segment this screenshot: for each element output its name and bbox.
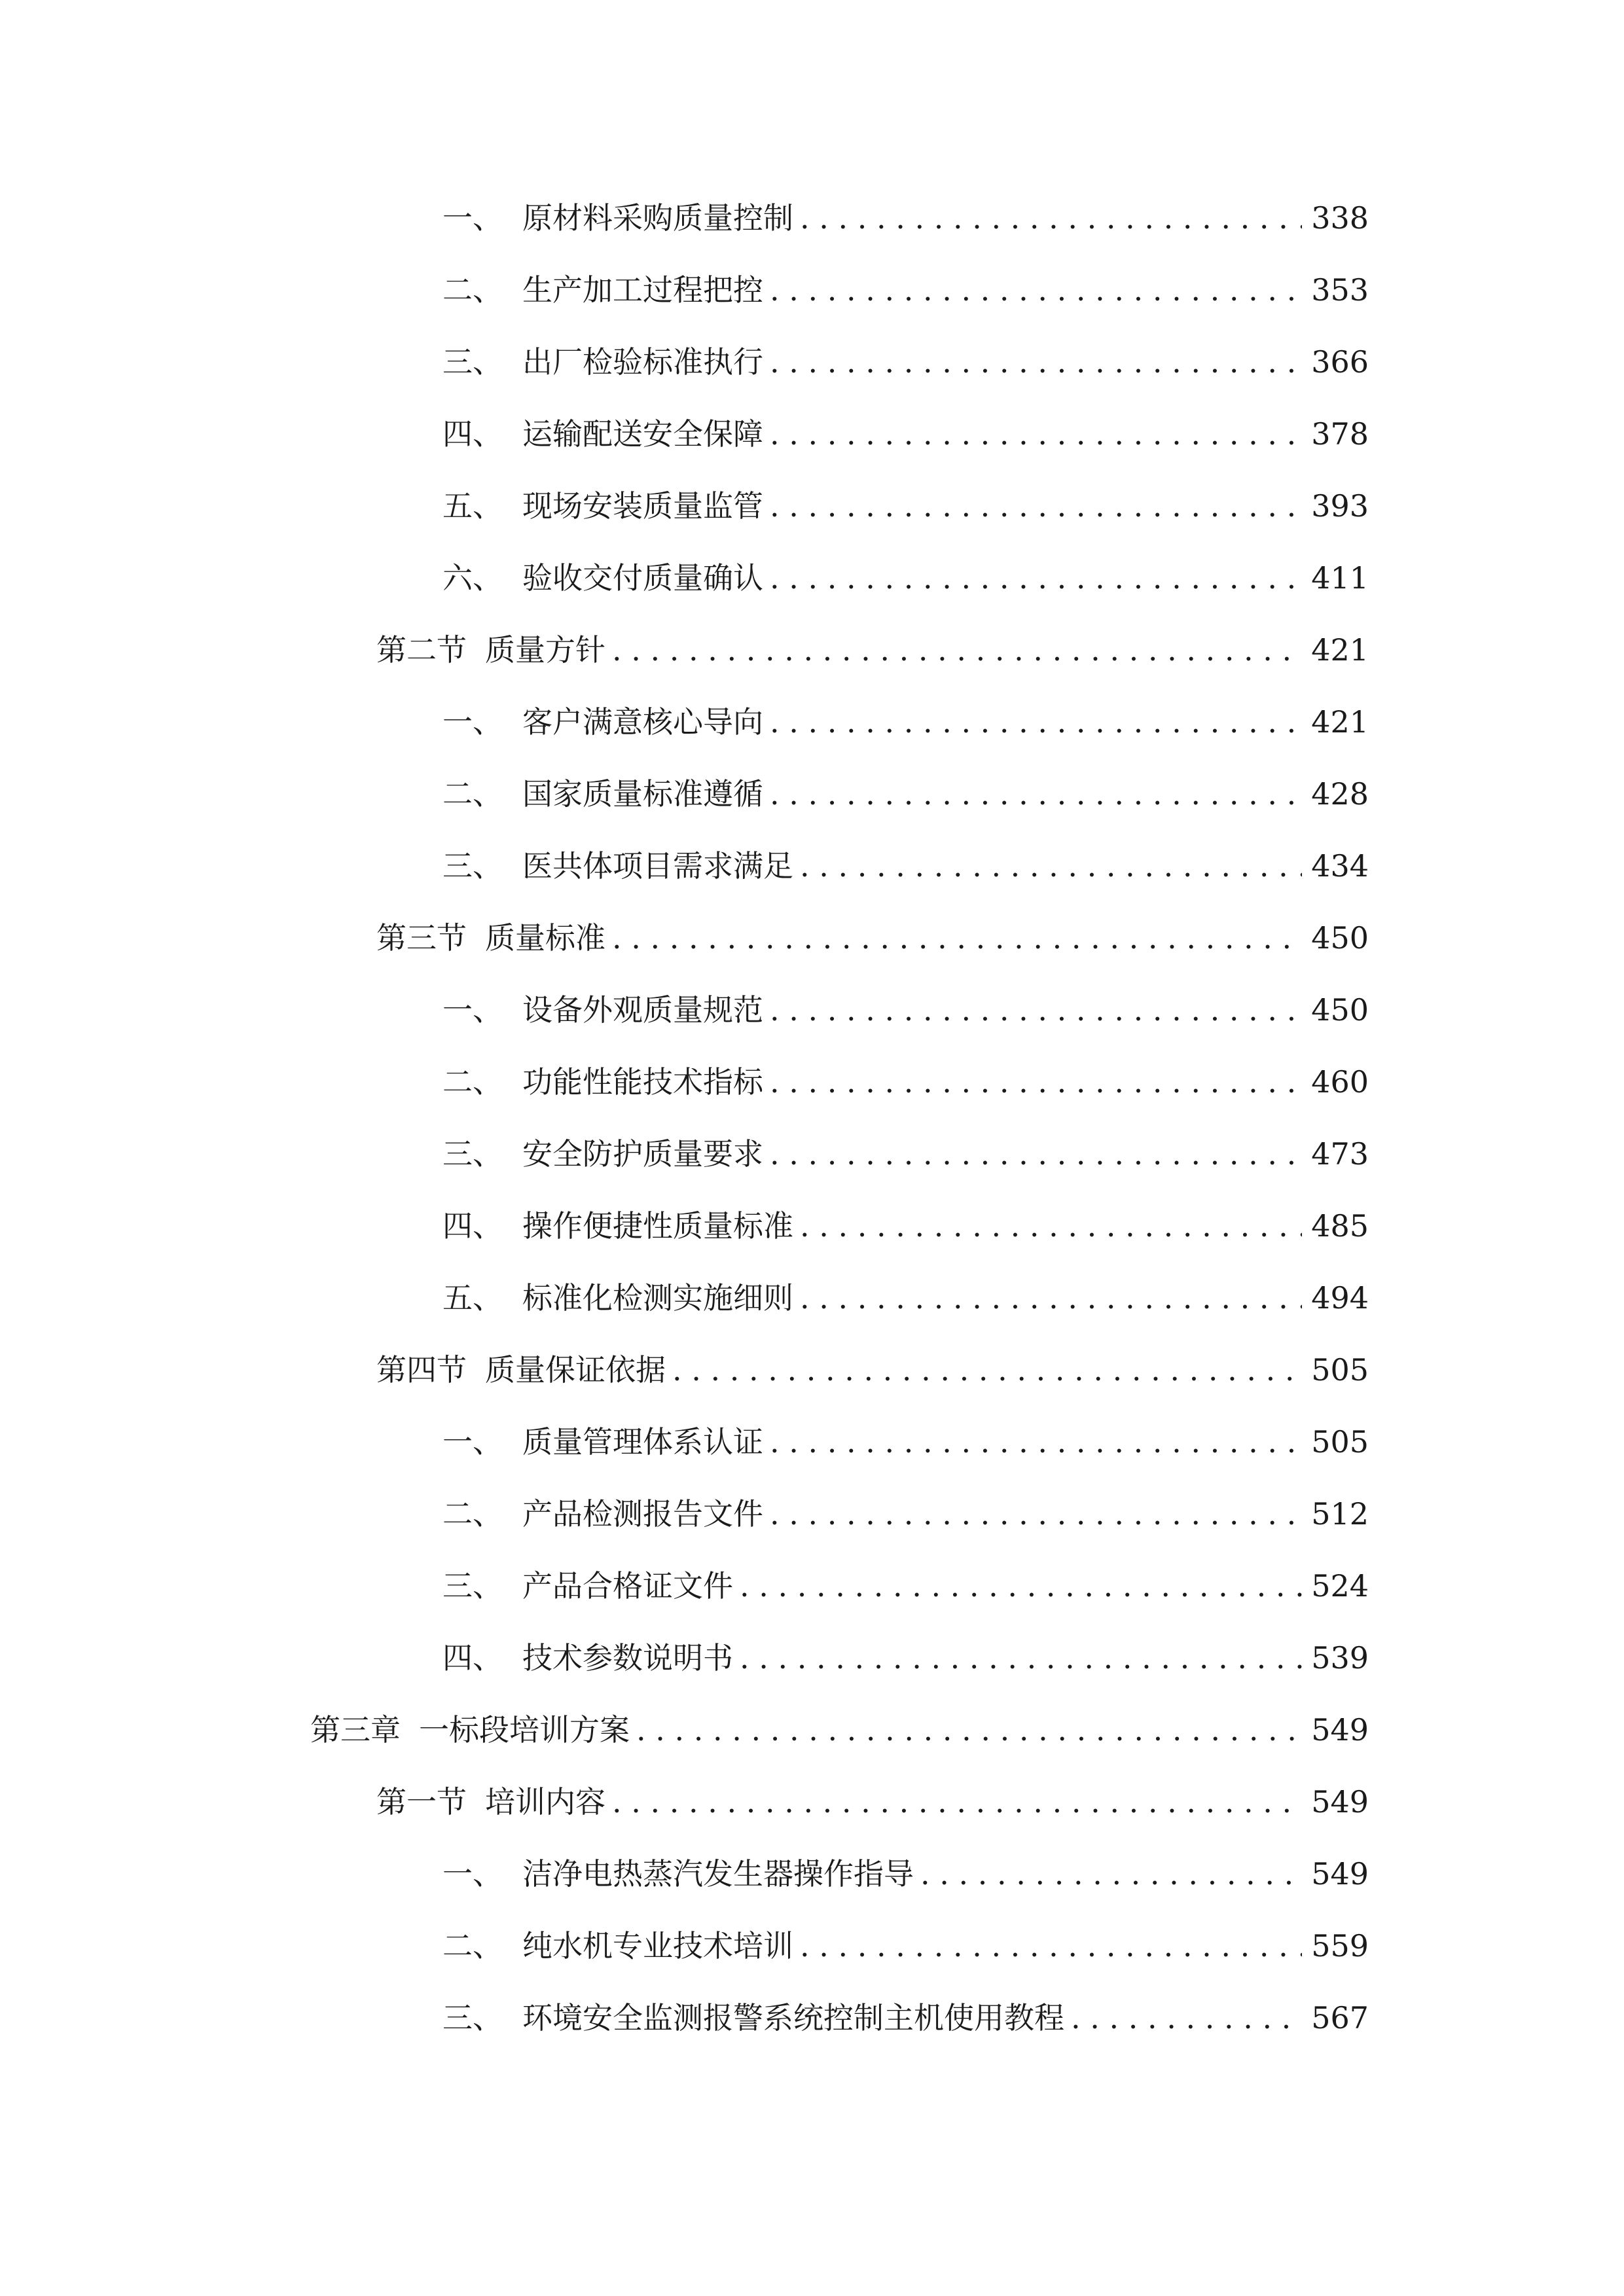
toc-entry-page: 524 xyxy=(1311,1568,1369,1604)
toc-dot-leader xyxy=(770,264,1302,316)
toc-entry-number: 一、 xyxy=(442,704,503,740)
toc-dot-leader xyxy=(612,1776,1302,1828)
toc-entry-number: 六、 xyxy=(442,560,503,596)
toc-dot-leader xyxy=(770,1416,1302,1468)
toc-entry-page: 378 xyxy=(1311,416,1369,452)
toc-entry-title: 质量方针 xyxy=(485,632,605,668)
toc-entry-page: 353 xyxy=(1311,272,1369,308)
toc-entry-number: 四、 xyxy=(442,1640,503,1676)
toc-entry[interactable] xyxy=(442,480,1369,532)
toc-entry-title: 培训内容 xyxy=(485,1784,605,1820)
toc-section-entry[interactable] xyxy=(376,1776,1369,1828)
toc-entry-page: 494 xyxy=(1311,1280,1369,1316)
toc-entry-title: 质量保证依据 xyxy=(485,1352,666,1388)
toc-entry-page: 539 xyxy=(1311,1640,1369,1676)
toc-chapter-entry[interactable] xyxy=(310,1704,1369,1756)
toc-entry[interactable] xyxy=(442,1488,1369,1540)
toc-dot-leader xyxy=(770,1056,1302,1108)
toc-dot-leader xyxy=(770,336,1302,388)
toc-entry-page: 512 xyxy=(1311,1496,1369,1532)
toc-entry-page: 473 xyxy=(1311,1136,1369,1172)
toc-dot-leader xyxy=(770,552,1302,604)
toc-entry-title: 质量标准 xyxy=(485,920,605,956)
toc-section-entry[interactable] xyxy=(376,1344,1369,1396)
toc-entry-title: 现场安装质量监管 xyxy=(522,488,763,524)
toc-entry-number: 第三章 xyxy=(310,1712,401,1748)
toc-dot-leader xyxy=(672,1344,1302,1396)
toc-entry-number: 第三节 xyxy=(376,920,467,956)
toc-entry-page: 485 xyxy=(1311,1208,1369,1244)
toc-entry-title: 出厂检验标准执行 xyxy=(522,344,763,380)
toc-entry-number: 三、 xyxy=(442,2000,503,2036)
toc-entry-number: 三、 xyxy=(442,848,503,884)
toc-entry-page: 567 xyxy=(1311,2000,1369,2036)
toc-entry-title: 原材料采购质量控制 xyxy=(522,200,793,236)
toc-dot-leader xyxy=(740,1632,1302,1684)
toc-entry-page: 338 xyxy=(1311,200,1369,236)
toc-entry-title: 产品合格证文件 xyxy=(522,1568,733,1604)
toc-dot-leader xyxy=(800,192,1302,244)
toc-entry[interactable] xyxy=(442,768,1369,820)
toc-dot-leader xyxy=(770,1488,1302,1540)
toc-entry-title: 国家质量标准遵循 xyxy=(522,776,763,812)
toc-section-entry[interactable] xyxy=(376,624,1369,676)
toc-entry[interactable] xyxy=(442,1200,1369,1252)
toc-dot-leader xyxy=(800,1200,1302,1252)
toc-dot-leader xyxy=(770,696,1302,748)
toc-entry-number: 四、 xyxy=(442,1208,503,1244)
toc-entry[interactable] xyxy=(442,840,1369,892)
toc-entry-title: 医共体项目需求满足 xyxy=(522,848,793,884)
toc-dot-leader xyxy=(770,1128,1302,1180)
toc-entry-title: 操作便捷性质量标准 xyxy=(522,1208,793,1244)
toc-entry-page: 505 xyxy=(1311,1424,1369,1460)
toc-entry-title: 质量管理体系认证 xyxy=(522,1424,763,1460)
toc-dot-leader xyxy=(740,1560,1302,1612)
toc-entry[interactable] xyxy=(442,1416,1369,1468)
toc-entry-number: 三、 xyxy=(442,1568,503,1604)
toc-entry-page: 421 xyxy=(1311,704,1369,740)
toc-entry-page: 549 xyxy=(1311,1712,1369,1748)
toc-entry-number: 五、 xyxy=(442,488,503,524)
toc-dot-leader xyxy=(636,1704,1302,1756)
toc-entry-number: 三、 xyxy=(442,344,503,380)
toc-entry-page: 434 xyxy=(1311,848,1369,884)
toc-dot-leader xyxy=(800,1920,1302,1972)
toc-entry[interactable] xyxy=(442,1920,1369,1972)
toc-entry-title: 功能性能技术指标 xyxy=(522,1064,763,1100)
toc-entry-number: 二、 xyxy=(442,1928,503,1964)
toc-entry-title: 一标段培训方案 xyxy=(419,1712,630,1748)
toc-entry-page: 450 xyxy=(1311,992,1369,1028)
toc-entry[interactable] xyxy=(442,408,1369,460)
toc-entry-title: 产品检测报告文件 xyxy=(522,1496,763,1532)
toc-dot-leader xyxy=(800,840,1302,892)
toc-entry-number: 五、 xyxy=(442,1280,503,1316)
toc-entry-number: 三、 xyxy=(442,1136,503,1172)
toc-dot-leader xyxy=(770,768,1302,820)
toc-entry[interactable] xyxy=(442,192,1369,244)
toc-dot-leader xyxy=(920,1848,1302,1900)
toc-entry[interactable] xyxy=(442,1632,1369,1684)
toc-dot-leader xyxy=(770,984,1302,1036)
toc-entry-title: 设备外观质量规范 xyxy=(522,992,763,1028)
toc-entry[interactable] xyxy=(442,1848,1369,1900)
toc-entry-title: 客户满意核心导向 xyxy=(522,704,763,740)
toc-entry-number: 第四节 xyxy=(376,1352,467,1388)
toc-entry-page: 549 xyxy=(1311,1856,1369,1892)
toc-entry[interactable] xyxy=(442,1992,1369,2044)
toc-entry-page: 366 xyxy=(1311,344,1369,380)
toc-entry-page: 505 xyxy=(1311,1352,1369,1388)
toc-entry-number: 四、 xyxy=(442,416,503,452)
toc-dot-leader xyxy=(800,1272,1302,1324)
toc-entry-number: 二、 xyxy=(442,272,503,308)
toc-entry-number: 二、 xyxy=(442,1496,503,1532)
toc-entry[interactable] xyxy=(442,336,1369,388)
toc-dot-leader xyxy=(770,480,1302,532)
toc-entry[interactable] xyxy=(442,1272,1369,1324)
toc-entry-page: 460 xyxy=(1311,1064,1369,1100)
toc-entry-number: 二、 xyxy=(442,776,503,812)
toc-entry-title: 运输配送安全保障 xyxy=(522,416,763,452)
toc-entry-page: 393 xyxy=(1311,488,1369,524)
toc-entry-page: 428 xyxy=(1311,776,1369,812)
toc-entry-title: 标准化检测实施细则 xyxy=(522,1280,793,1316)
toc-entry-title: 验收交付质量确认 xyxy=(522,560,763,596)
toc-entry-page: 450 xyxy=(1311,920,1369,956)
toc-entry-page: 549 xyxy=(1311,1784,1369,1820)
toc-entry[interactable] xyxy=(442,264,1369,316)
toc-entry-title: 洁净电热蒸汽发生器操作指导 xyxy=(522,1856,914,1892)
toc-entry[interactable] xyxy=(442,1128,1369,1180)
toc-entry[interactable] xyxy=(442,696,1369,748)
toc-entry-number: 一、 xyxy=(442,200,503,236)
toc-entry-number: 第二节 xyxy=(376,632,467,668)
toc-entry-title: 纯水机专业技术培训 xyxy=(522,1928,793,1964)
toc-dot-leader xyxy=(1071,1992,1302,2044)
toc-entry-number: 二、 xyxy=(442,1064,503,1100)
toc-entry[interactable] xyxy=(442,984,1369,1036)
toc-entry-title: 生产加工过程把控 xyxy=(522,272,763,308)
toc-entry[interactable] xyxy=(442,1560,1369,1612)
toc-entry-page: 421 xyxy=(1311,632,1369,668)
toc-entry-page: 559 xyxy=(1311,1928,1369,1964)
toc-entry-number: 第一节 xyxy=(376,1784,467,1820)
toc-entry-title: 环境安全监测报警系统控制主机使用教程 xyxy=(522,2000,1064,2036)
toc-entry-number: 一、 xyxy=(442,1856,503,1892)
toc-dot-leader xyxy=(612,624,1302,676)
toc-entry[interactable] xyxy=(442,1056,1369,1108)
toc-entry[interactable] xyxy=(442,552,1369,604)
toc-dot-leader xyxy=(770,408,1302,460)
toc-dot-leader xyxy=(612,912,1302,964)
toc-entry-page: 411 xyxy=(1311,560,1369,596)
toc-entry-number: 一、 xyxy=(442,992,503,1028)
toc-section-entry[interactable] xyxy=(376,912,1369,964)
toc-entry-title: 技术参数说明书 xyxy=(522,1640,733,1676)
toc-entry-number: 一、 xyxy=(442,1424,503,1460)
toc-entry-title: 安全防护质量要求 xyxy=(522,1136,763,1172)
